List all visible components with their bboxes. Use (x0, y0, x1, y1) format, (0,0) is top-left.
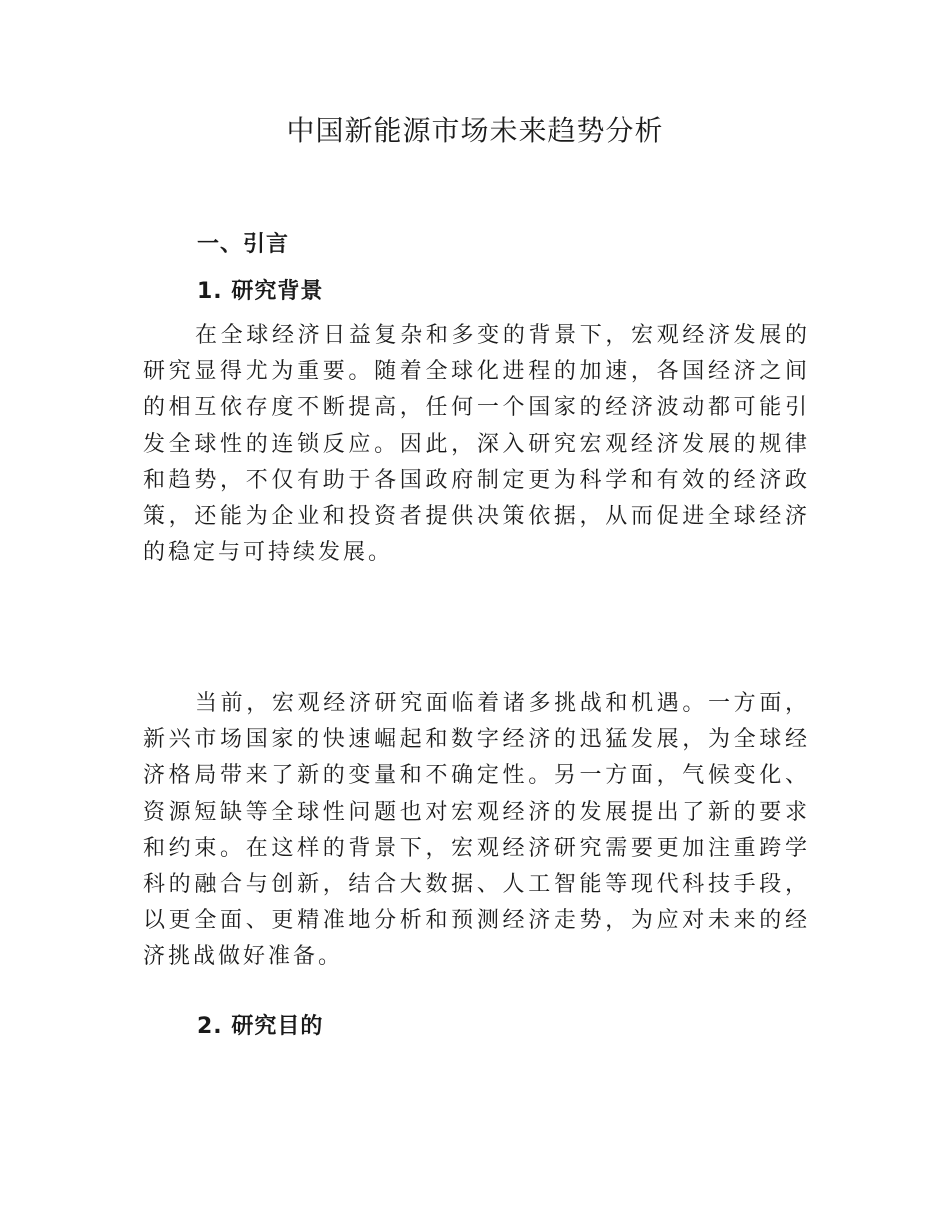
subsection-heading-research-background: 1. 研究背景 (197, 279, 324, 304)
paragraph-research-background-2: 当前，宏观经济研究面临着诸多挑战和机遇。一方面，新兴市场国家的快速崛起和数字经济的迅猛发展，为全球经济格局带来了新的变量和不确定性。另一方面，气候变化、资源短缺等全球性问题也对宏观经济的发展提出了新的要求和约束。在这样的背景下，宏观经济研究需要更加注重跨学科的融合与创新，结合大数据、人工智能等现代科技手段，以更全面、更精准地分析和预测经济走势，为应对未来的经济挑战做好准备。 (143, 691, 810, 970)
paragraph-research-background-1: 在全球经济日益复杂和多变的背景下，宏观经济发展的研究显得尤为重要。随着全球化进程的加速，各国经济之间的相互依存度不断提高，任何一个国家的经济波动都可能引发全球性的连锁反应。因此，深入研究宏观经济发展的规律和趋势，不仅有助于各国政府制定更为科学和有效的经济政策，还能为企业和投资者提供决策依据，从而促进全球经济的稳定与可持续发展。 (143, 323, 810, 566)
document-title: 中国新能源市场未来趋势分析 (286, 114, 664, 147)
subsection-heading-research-purpose: 2. 研究目的 (197, 1014, 324, 1039)
section-heading-introduction: 一、引言 (197, 232, 290, 257)
